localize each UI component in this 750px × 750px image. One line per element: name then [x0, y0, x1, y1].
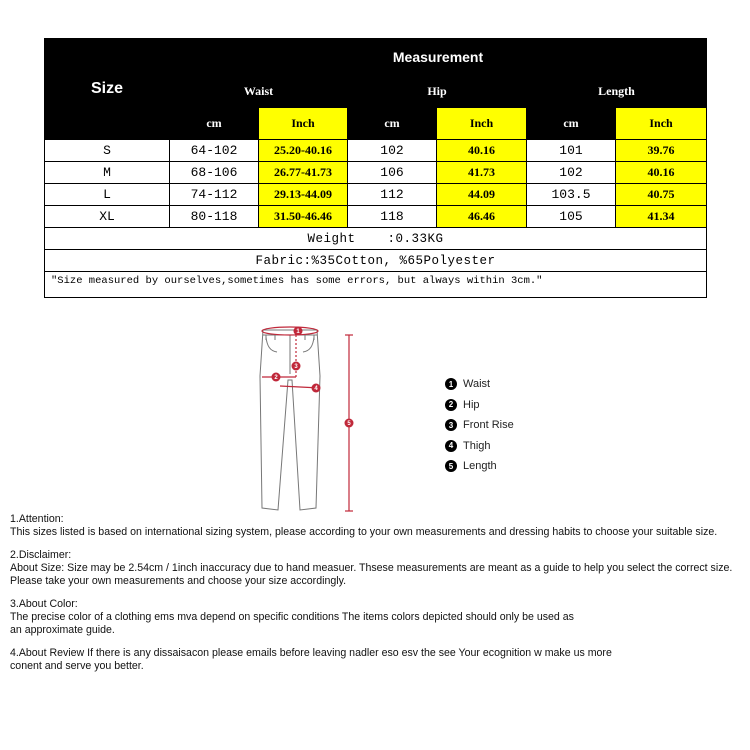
legend-label: Hip	[463, 398, 480, 411]
table-row	[45, 140, 707, 162]
review-text: conent and serve you better.	[10, 660, 144, 672]
color-text: The precise color of a clothing ems mva depend on specific conditions The items colors depicted should only be used as	[10, 611, 574, 623]
measurement-header: Measurement	[170, 39, 707, 75]
waist-inch-cell: 26.77-41.73	[259, 162, 348, 184]
table-row	[45, 184, 707, 206]
waist-inch-cell: 25.20-40.16	[259, 140, 348, 162]
pants-measurement-figure	[250, 316, 370, 516]
color-title: 3.About Color:	[10, 598, 78, 610]
attention-text: This sizes listed is based on international sizing system, please according to your own measurements and dressing habits to choose your suitable size.	[10, 526, 718, 538]
waist-cm-cell: 68-106	[170, 162, 259, 184]
disclaimer-text: Please take your own measurements and choose your size accordingly.	[10, 575, 347, 587]
table-row	[45, 206, 707, 228]
hip-cm-cell: 106	[348, 162, 437, 184]
review-text: 4.About Review If there is any dissaisacon please emails before leaving nadler eso esv the see Your ecognition w make us more	[10, 647, 612, 659]
legend-item-front-rise	[445, 415, 514, 436]
size-cell: M	[45, 162, 170, 184]
unit-header: Inch	[437, 108, 527, 140]
color-section	[10, 598, 750, 637]
disclaimer-section	[10, 549, 750, 588]
number-3-icon: 3	[445, 419, 457, 431]
attention-section	[10, 513, 750, 539]
legend-item-thigh	[445, 436, 514, 457]
legend-item-length	[445, 456, 514, 477]
legend-item-hip	[445, 395, 514, 416]
unit-header: Inch	[259, 108, 348, 140]
length-cm-cell: 102	[527, 162, 616, 184]
fabric-row: Fabric:%35Cotton, %65Polyester	[45, 250, 707, 272]
disclaimer-text: About Size: Size may be 2.54cm / 1inch inaccuracy due to hand measuer. Thsese measurements are meant as a guide to help you select the correct size.	[10, 562, 733, 574]
pants-diagram	[250, 316, 370, 516]
length-inch-cell: 40.75	[616, 184, 707, 206]
color-text: an approximate guide.	[10, 624, 115, 636]
notes-section	[10, 513, 750, 683]
disclaimer-title: 2.Disclaimer:	[10, 549, 72, 561]
hip-cm-cell: 118	[348, 206, 437, 228]
hip-inch-cell: 44.09	[437, 184, 527, 206]
length-inch-cell: 41.34	[616, 206, 707, 228]
marker-label: 5	[347, 421, 351, 427]
size-cell: XL	[45, 206, 170, 228]
legend-label: Waist	[463, 378, 491, 391]
hip-inch-cell: 40.16	[437, 140, 527, 162]
length-cm-cell: 103.5	[527, 184, 616, 206]
size-chart-table	[44, 38, 707, 298]
legend-label: Length	[463, 460, 497, 473]
weight-row	[45, 228, 707, 250]
attention-title: 1.Attention:	[10, 513, 64, 525]
legend-label: Front Rise	[463, 419, 514, 432]
number-4-icon: 4	[445, 440, 457, 452]
length-inch-cell: 40.16	[616, 162, 707, 184]
legend-item-waist	[445, 374, 514, 395]
size-cell: L	[45, 184, 170, 206]
length-header: Length	[527, 75, 707, 108]
measurement-note: "Size measured by ourselves,sometimes has some errors, but always within 3cm."	[45, 272, 707, 298]
number-2-icon: 2	[445, 399, 457, 411]
waist-measure-line	[262, 327, 318, 335]
waist-cm-cell: 64-102	[170, 140, 259, 162]
marker-label: 2	[274, 375, 278, 381]
hip-inch-cell: 46.46	[437, 206, 527, 228]
length-inch-cell: 39.76	[616, 140, 707, 162]
marker-label: 1	[296, 329, 300, 335]
length-cm-cell: 101	[527, 140, 616, 162]
unit-header: cm	[527, 108, 616, 140]
weight-text: Weight :0.33KG	[307, 231, 444, 246]
waist-header: Waist	[170, 75, 348, 108]
waist-inch-cell: 31.50-46.46	[259, 206, 348, 228]
marker-label: 3	[294, 364, 298, 370]
unit-header: Inch	[616, 108, 707, 140]
unit-header: cm	[348, 108, 437, 140]
number-5-icon: 5	[445, 460, 457, 472]
waist-inch-cell: 29.13-44.09	[259, 184, 348, 206]
waist-cm-cell: 80-118	[170, 206, 259, 228]
unit-header: cm	[170, 108, 259, 140]
waist-cm-cell: 74-112	[170, 184, 259, 206]
hip-cm-cell: 112	[348, 184, 437, 206]
hip-inch-cell: 41.73	[437, 162, 527, 184]
legend-label: Thigh	[463, 439, 491, 452]
number-1-icon: 1	[445, 378, 457, 390]
size-header: Size	[45, 39, 170, 140]
pants-outline-icon	[260, 330, 320, 510]
hip-header: Hip	[348, 75, 527, 108]
marker-label: 4	[314, 386, 318, 392]
table-row	[45, 162, 707, 184]
hip-cm-cell: 102	[348, 140, 437, 162]
measurement-legend	[445, 374, 514, 477]
size-cell: S	[45, 140, 170, 162]
review-section	[10, 647, 750, 673]
length-cm-cell: 105	[527, 206, 616, 228]
